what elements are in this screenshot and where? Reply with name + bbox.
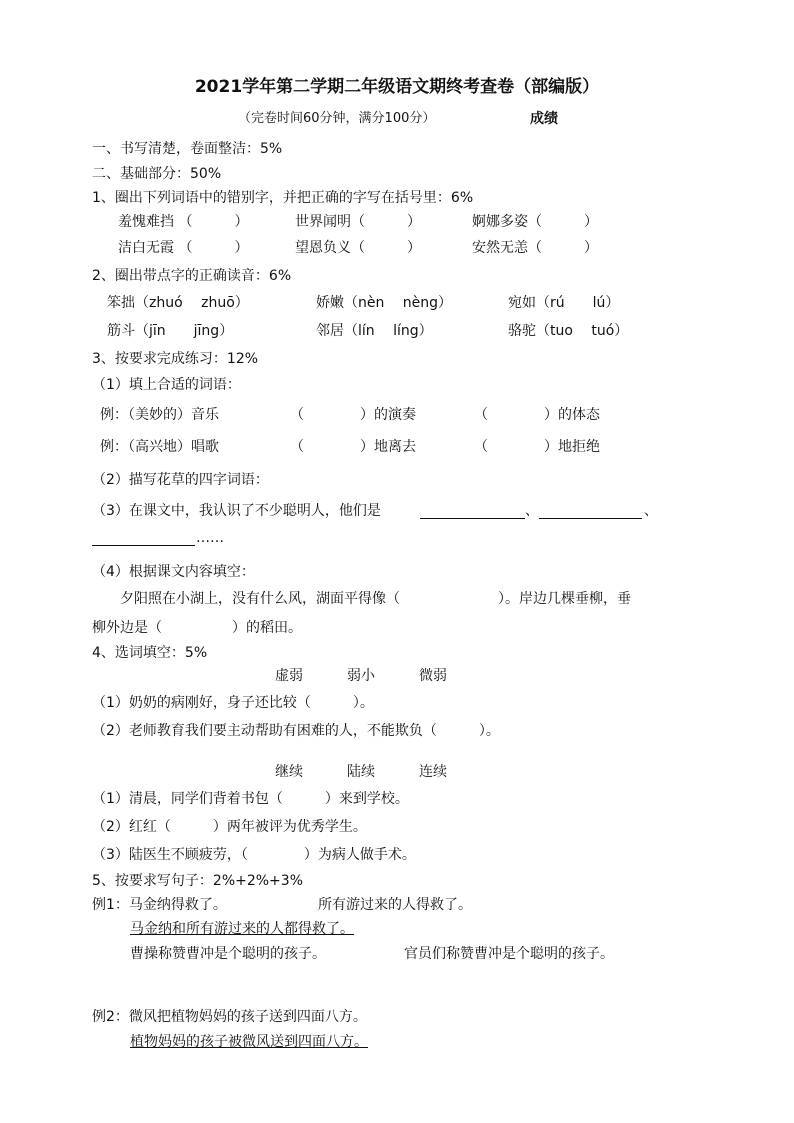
- q3-part1: （1）填上合适的词语：: [92, 377, 241, 393]
- q4-sentence: （2）红红（ ）两年被评为优秀学生。: [92, 819, 367, 835]
- word-choice: 继续: [275, 764, 303, 780]
- answer-blank[interactable]: [420, 518, 525, 519]
- page-title: 2021学年第二学期二年级语文期终考查卷（部编版）: [194, 77, 600, 97]
- q5-example-answer: 植物妈妈的孩子被微风送到四面八方。: [130, 1034, 368, 1050]
- q4-heading: 4、选词填空：5%: [92, 645, 208, 661]
- q1-heading: 1、圈出下列词语中的错别字，并把正确的字写在括号里：6%: [92, 190, 474, 206]
- q3-fill-item: （ ）的演奏: [290, 407, 416, 423]
- q5-example-answer: 马金纳和所有游过来的人都得救了。: [130, 921, 354, 937]
- q1-item: 世界闻明（ ）: [295, 214, 421, 230]
- q2-item: 笨拙（zhuó zhuō）: [107, 295, 249, 311]
- q4-sentence: （2）老师教育我们要主动帮助有困难的人，不能欺负（ ）。: [92, 723, 500, 739]
- q2-heading: 2、圈出带点字的正确读音：6%: [92, 268, 292, 284]
- q2-item: 宛如（rú lú）: [508, 295, 620, 311]
- q3-part3: （3）在课文中，我认识了不少聪明人，他们是: [92, 503, 381, 519]
- word-choice: 弱小: [347, 668, 375, 684]
- q3-heading: 3、按要求完成练习：12%: [92, 351, 259, 367]
- q3-part4: （4）根据课文内容填空：: [92, 564, 255, 580]
- answer-blank[interactable]: [92, 545, 195, 546]
- ellipsis: ……: [196, 530, 224, 546]
- section-1-heading: 一、书写清楚，卷面整洁：5%: [92, 141, 283, 157]
- q3-fill-item: （ ）的体态: [474, 407, 600, 423]
- q1-item: 望恩负义（ ）: [295, 240, 421, 256]
- q4-sentence: （3）陆医生不顾疲劳，（ ）为病人做手术。: [92, 847, 416, 863]
- q3-fill-sentence: 夕阳照在小湖上，没有什么风，湖面平得像（ ）。岸边几棵垂柳，垂: [120, 591, 631, 607]
- score-label: 成绩: [530, 111, 558, 127]
- separator: 、: [525, 503, 539, 519]
- q3-fill-item: （ ）地离去: [290, 439, 416, 455]
- q2-item: 邻居（lín líng）: [316, 323, 433, 339]
- q3-example: 例：（美妙的）音乐: [100, 407, 219, 423]
- word-choice: 虚弱: [275, 668, 303, 684]
- q1-item: 安然无恙（ ）: [472, 240, 598, 256]
- q2-item: 骆驼（tuo tuó）: [508, 323, 629, 339]
- word-choice: 陆续: [347, 764, 375, 780]
- q5-heading: 5、按要求写句子：2%+2%+3%: [92, 873, 303, 889]
- word-choice: 连续: [419, 764, 447, 780]
- answer-blank[interactable]: [539, 518, 642, 519]
- q4-sentence: （1）奶奶的病刚好，身子还比较（ ）。: [92, 695, 374, 711]
- q1-item: 洁白无霞 （ ）: [118, 240, 249, 256]
- q2-item: 筋斗（jīn jīng）: [107, 323, 234, 339]
- exam-subtitle: （完卷时间60分钟，满分100分）: [238, 111, 436, 126]
- q3-fill-item: （ ）地拒绝: [474, 439, 600, 455]
- q2-item: 娇嫩（nèn nèng）: [316, 295, 453, 311]
- q3-example: 例：（高兴地）唱歌: [100, 439, 219, 455]
- q3-part2: （2）描写花草的四字词语：: [92, 472, 269, 488]
- word-choice: 微弱: [419, 668, 447, 684]
- q3-fill-sentence: 柳外边是（ ）的稻田。: [92, 620, 302, 636]
- section-2-heading: 二、基础部分：50%: [92, 166, 222, 182]
- q1-item: 羞愧难挡 （ ）: [118, 214, 249, 230]
- q1-item: 婀娜多姿（ ）: [472, 214, 598, 230]
- q5-example-sentence: 所有游过来的人得救了。: [318, 897, 472, 913]
- q5-task-sentence: 官员们称赞曹冲是个聪明的孩子。: [404, 946, 614, 962]
- q4-sentence: （1）清晨，同学们背着书包（ ）来到学校。: [92, 791, 409, 807]
- q5-example-sentence: 例1：马金纳得救了。: [92, 897, 227, 913]
- separator: 、: [644, 503, 658, 519]
- q5-example-sentence: 例2：微风把植物妈妈的孩子送到四面八方。: [92, 1009, 367, 1025]
- q5-task-sentence: 曹操称赞曹冲是个聪明的孩子。: [130, 946, 326, 962]
